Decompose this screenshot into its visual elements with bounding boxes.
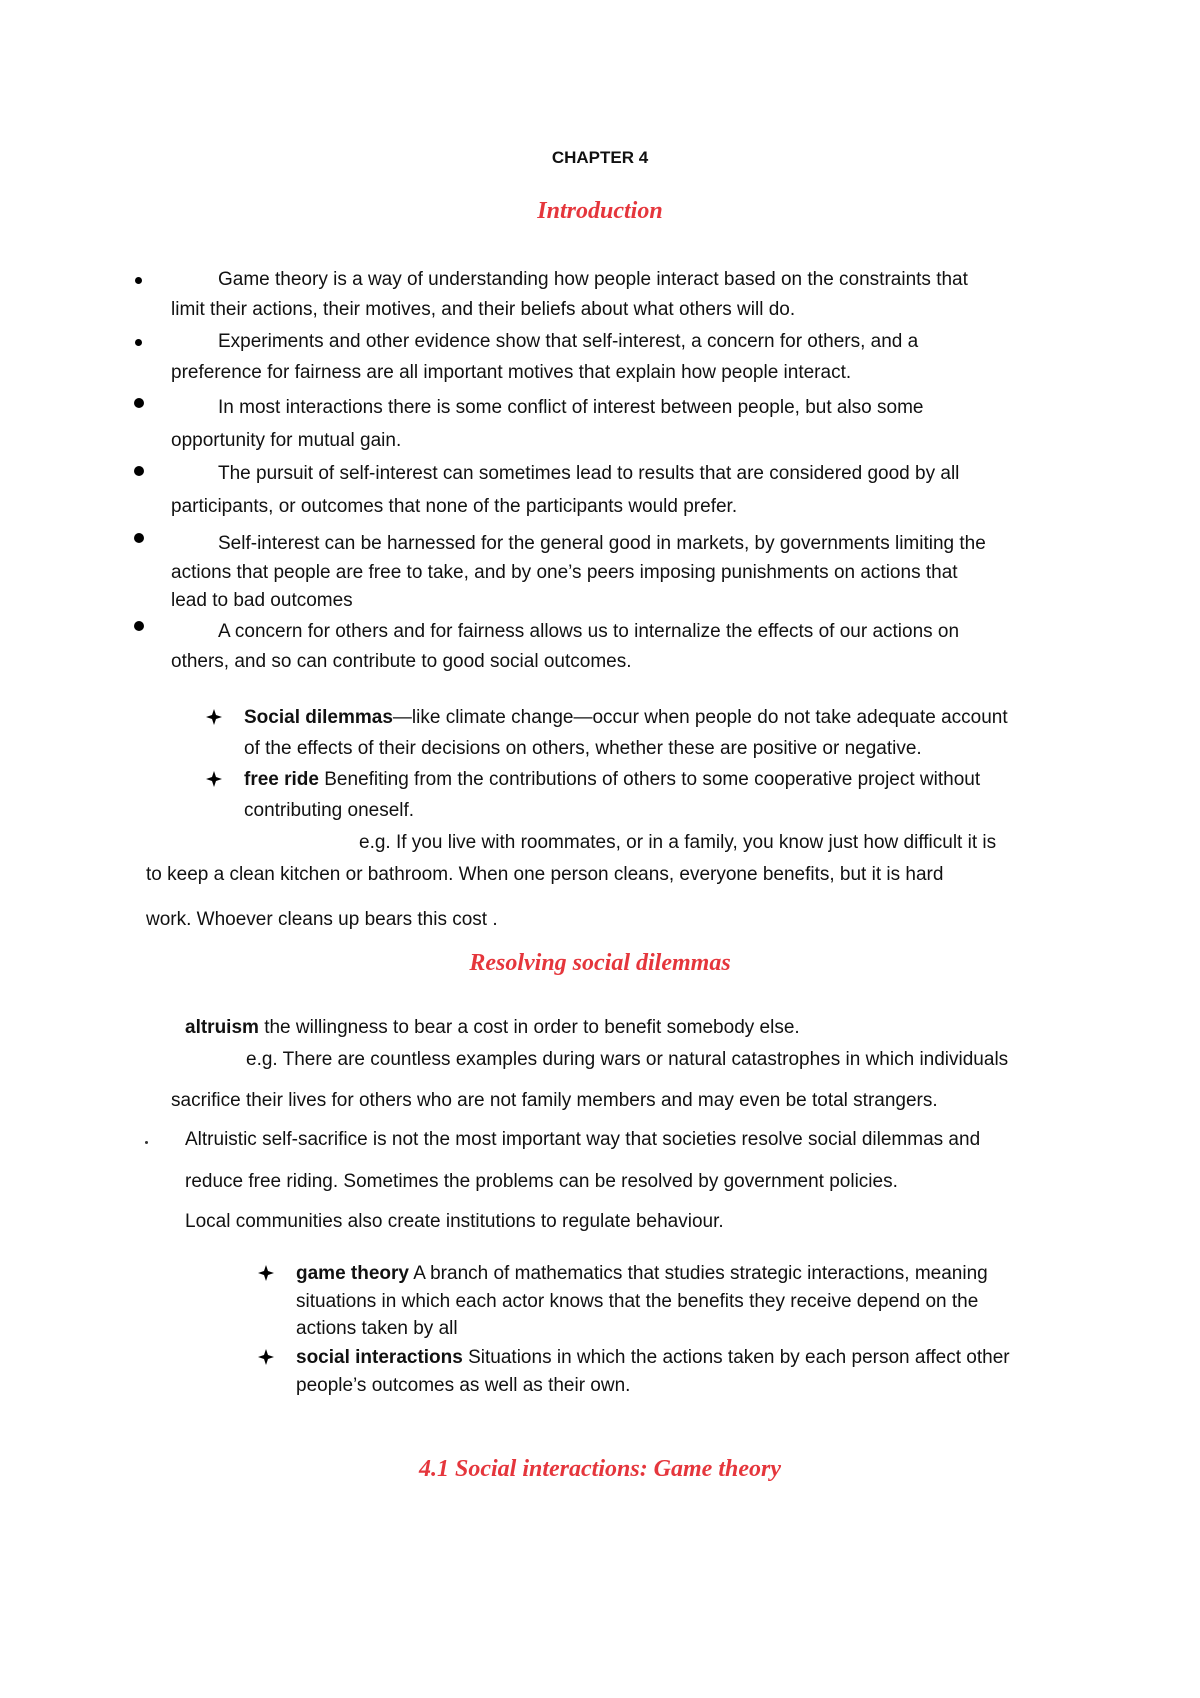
diamond-bullet-icon <box>205 708 223 726</box>
bullet-5-line-3: lead to bad outcomes <box>171 590 353 611</box>
term-free-ride: free ride <box>244 769 319 790</box>
resolving-paragraph-line-3: Local communities also create institutions to regulate behaviour. <box>185 1211 724 1232</box>
definition-social-dilemmas-line-2: of the effects of their decisions on others, whether these are positive or negative. <box>244 738 922 759</box>
resolving-heading: Resolving social dilemmas <box>469 950 731 976</box>
definition-text: —like climate change—occur when people do not take adequate account <box>392 707 1008 728</box>
term-social-interactions: social interactions <box>296 1347 463 1368</box>
bullet-3-line-1: In most interactions there is some conflict of interest between people, but also some <box>218 397 924 418</box>
bullet-5-line-1: Self-interest can be harnessed for the general good in markets, by governments limiting the <box>218 533 986 554</box>
altruism-definition <box>185 1016 800 1040</box>
definition-text: Benefiting from the contributions of others to some cooperative project without <box>318 769 981 790</box>
diamond-bullet-icon <box>205 770 223 788</box>
definition-game-theory-line-3: actions taken by all <box>296 1318 458 1339</box>
introduction-heading: Introduction <box>537 198 663 224</box>
bullet-icon <box>134 533 144 543</box>
resolving-example-line-2: sacrifice their lives for others who are not family members and may even be total strangers. <box>171 1090 938 1111</box>
definition-free-ride-line-2: contributing oneself. <box>244 800 415 821</box>
example-line-3: work. Whoever cleans up bears this cost . <box>146 909 498 930</box>
definition-text: A branch of mathematics that studies strategic interactions, meaning <box>408 1263 988 1284</box>
example-line-2: to keep a clean kitchen or bathroom. When one person cleans, everyone benefits, but it is hard <box>146 864 944 885</box>
diamond-bullet-icon <box>257 1264 275 1282</box>
resolving-example-line-1: e.g. There are countless examples during wars or natural catastrophes in which individuals <box>246 1049 1009 1070</box>
definition-game-theory-line-2: situations in which each actor knows that the benefits they receive depend on the <box>296 1291 979 1312</box>
definition-social-interactions-line-2: people’s outcomes as well as their own. <box>296 1375 631 1396</box>
definition-social-interactions <box>296 1346 1010 1370</box>
bullet-1-line-1: Game theory is a way of understanding how people interact based on the constraints that <box>218 269 968 290</box>
term-social-dilemmas: Social dilemmas <box>244 707 393 728</box>
bullet-5-line-2: actions that people are free to take, and by one’s peers imposing punishments on actions that <box>171 562 958 583</box>
diamond-bullet-icon <box>257 1348 275 1366</box>
definition-free-ride <box>244 768 980 792</box>
bullet-icon <box>134 466 144 476</box>
bullet-1-line-2: limit their actions, their motives, and their beliefs about what others will do. <box>171 299 796 320</box>
bullet-4-line-2: participants, or outcomes that none of the participants would prefer. <box>171 496 738 517</box>
example-line-1: e.g. If you live with roommates, or in a family, you know just how difficult it is <box>359 832 997 853</box>
bullet-3-line-2: opportunity for mutual gain. <box>171 430 402 451</box>
list-marker <box>145 1141 148 1144</box>
bullet-icon <box>134 398 144 408</box>
bullet-icon <box>135 339 142 346</box>
definition-text: the willingness to bear a cost in order to benefit somebody else. <box>258 1017 800 1038</box>
section-heading: 4.1 Social interactions: Game theory <box>419 1456 781 1482</box>
term-game-theory: game theory <box>296 1263 409 1284</box>
chapter-title: CHAPTER 4 <box>551 148 649 167</box>
bullet-4-line-1: The pursuit of self-interest can sometimes lead to results that are considered good by all <box>218 463 960 484</box>
bullet-6-line-2: others, and so can contribute to good social outcomes. <box>171 651 632 672</box>
bullet-icon <box>135 277 142 284</box>
bullet-2-line-2: preference for fairness are all important motives that explain how people interact. <box>171 362 852 383</box>
definition-social-dilemmas <box>244 706 1008 730</box>
resolving-paragraph-line-2: reduce free riding. Sometimes the problems can be resolved by government policies. <box>185 1171 898 1192</box>
bullet-6-line-1: A concern for others and for fairness allows us to internalize the effects of our actions on <box>218 621 960 642</box>
bullet-icon <box>134 621 144 631</box>
definition-text: Situations in which the actions taken by each person affect other <box>462 1347 1010 1368</box>
term-altruism: altruism <box>185 1017 259 1038</box>
bullet-2-line-1: Experiments and other evidence show that self-interest, a concern for others, and a <box>218 331 919 352</box>
definition-game-theory <box>296 1262 988 1286</box>
resolving-paragraph-line-1: Altruistic self-sacrifice is not the most important way that societies resolve social dilemmas and <box>185 1129 981 1150</box>
